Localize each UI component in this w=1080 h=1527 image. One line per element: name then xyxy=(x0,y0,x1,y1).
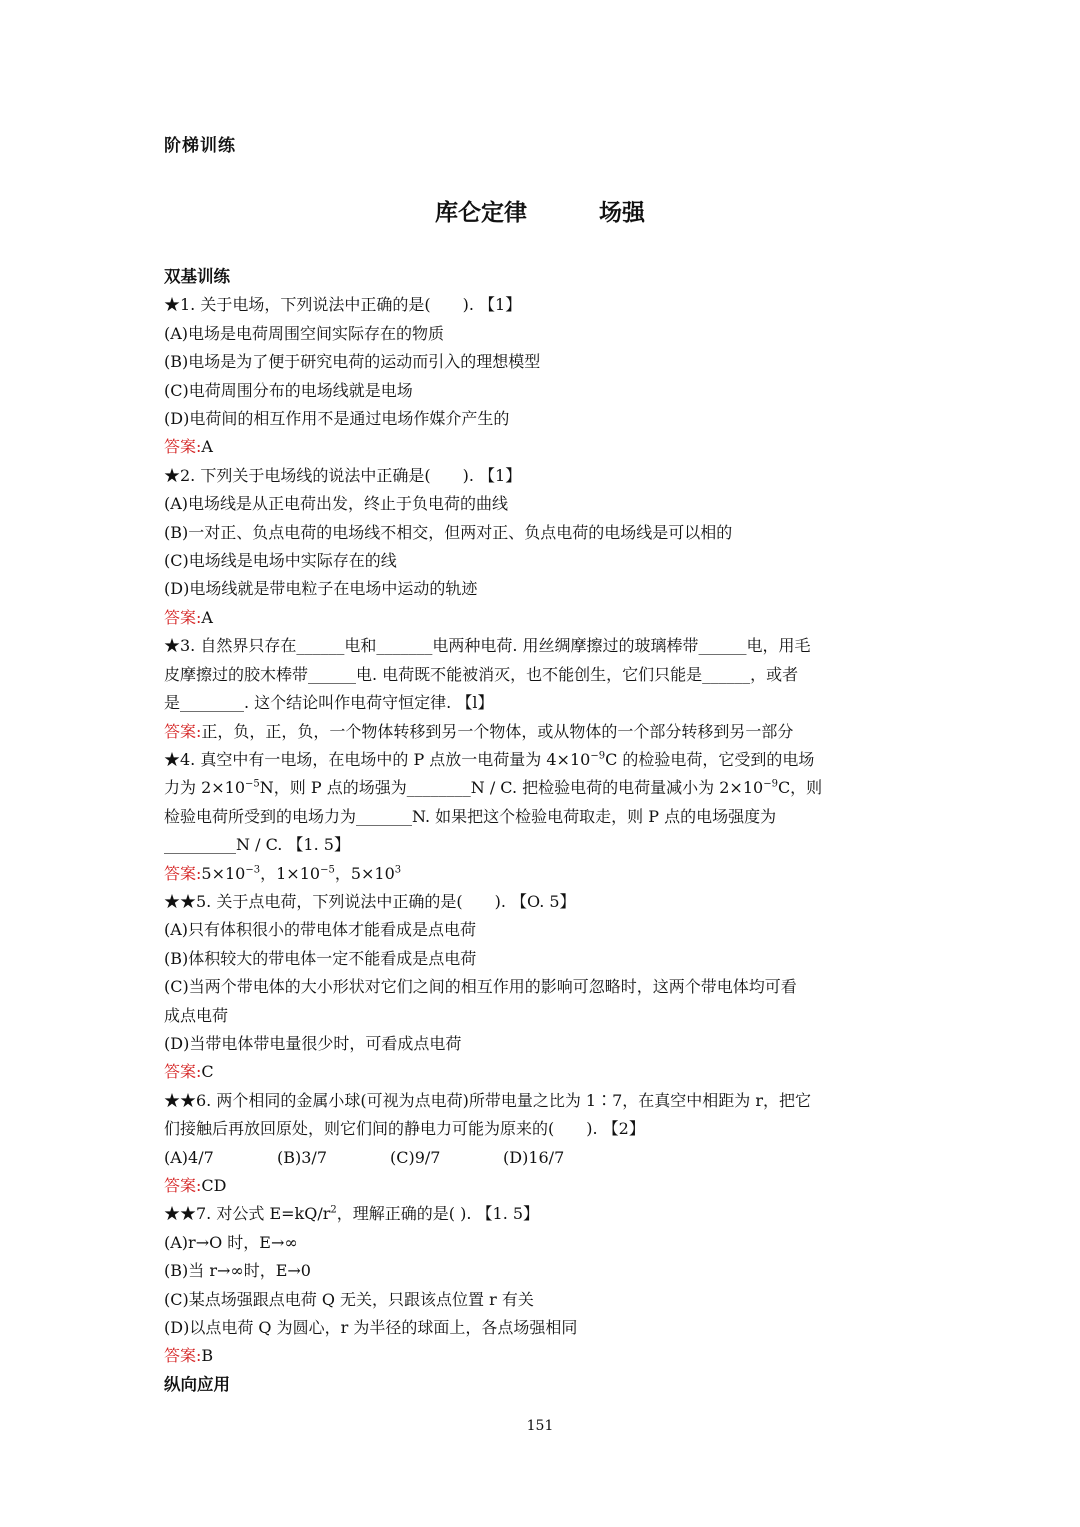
answer-value: A xyxy=(201,607,213,627)
question-4-line-4: _________N / C. 【1. 5】 xyxy=(164,835,350,855)
question-7-answer xyxy=(164,1342,920,1370)
question-6-line-1: ★★6. 两个相同的金属小球(可视为点电荷)所带电量之比为 1∶7，在真空中相距为 r，把它 xyxy=(164,1090,812,1110)
question-6-option-c: (C)9/7 xyxy=(390,1147,441,1167)
text-segment: 5×10 xyxy=(201,863,246,883)
answer-label: 答案: xyxy=(164,863,202,883)
question-3-line-2: 皮摩擦过的胶木棒带______电. 电荷既不能被消灭，也不能创生，它们只能是______，或者 xyxy=(164,664,799,684)
text-segment: N，则 P 点的场强为________N / C. 把检验电荷的电荷量减小为 2×10 xyxy=(259,778,764,798)
question-2-option-c: (C)电场线是电场中实际存在的线 xyxy=(164,551,397,571)
answer-label: 答案: xyxy=(164,721,202,741)
text-segment: ★★7. 对公式 E=kQ/r xyxy=(164,1204,331,1224)
question-6-line-2: 们接触后再放回原处，则它们间的静电力可能为原来的( ). 【2】 xyxy=(164,1119,645,1139)
text-segment: 力为 2×10 xyxy=(164,778,246,798)
question-1-option-d: (D)电荷间的相互作用不是通过电场作媒介产生的 xyxy=(164,409,510,429)
answer-value: 正，负，正，负，一个物体转移到另一个物体，或从物体的一个部分转移到另一部分 xyxy=(201,721,794,741)
question-5-option-c: (C)当两个带电体的大小形状对它们之间的相互作用的影响可忽略时，这两个带电体均可看 xyxy=(164,977,797,997)
answer-label: 答案: xyxy=(164,1176,202,1195)
question-6-answer xyxy=(164,1172,920,1200)
exponent: −3 xyxy=(245,864,261,876)
page-number: 151 xyxy=(526,1418,554,1434)
question-3-line-1: ★3. 自然界只存在______电和_______电两种电荷. 用丝绸摩擦过的玻璃棒带______电，用毛 xyxy=(164,636,811,656)
text-segment: C，则 xyxy=(777,778,823,798)
question-3-line-3: 是________. 这个结论叫作电荷守恒定律. 【l】 xyxy=(164,693,494,713)
answer-value: CD xyxy=(201,1176,227,1195)
question-6-option-a: (A)4/7 xyxy=(164,1147,214,1167)
question-5-option-b: (B)体积较大的带电体一定不能看成是点电荷 xyxy=(164,948,477,968)
question-7-stem xyxy=(164,1200,920,1228)
question-6-option-d: (D)16/7 xyxy=(503,1147,565,1167)
answer-value: C xyxy=(201,1062,214,1082)
question-1-option-b: (B)电场是为了便于研究电荷的运动而引入的理想模型 xyxy=(164,352,541,372)
section-heading-applied: 纵向应用 xyxy=(164,1374,230,1394)
question-7-option-d: (D)以点电荷 Q 为圆心，r 为半径的球面上，各点场强相同 xyxy=(164,1318,578,1338)
title-part-2: 场强 xyxy=(599,200,645,226)
question-4-answer xyxy=(164,860,920,888)
answer-label: 答案: xyxy=(164,1346,202,1366)
text-segment: ，理解正确的是( ). 【1. 5】 xyxy=(336,1204,540,1224)
question-2-option-b: (B)一对正、负点电荷的电场线不相交，但两对正、负点电荷的电场线是可以相的 xyxy=(164,522,733,542)
page-title xyxy=(0,194,1080,227)
exponent: 2 xyxy=(330,1205,337,1217)
question-4-line-3: 检验电荷所受到的电场力为_______N. 如果把这个检验电荷取走，则 P 点的电场强度为 xyxy=(164,806,777,826)
text-segment: ，1×10 xyxy=(260,863,321,883)
question-1-option-c: (C)电荷周围分布的电场线就是电场 xyxy=(164,380,413,400)
question-1-option-a: (A)电场是电荷周围空间实际存在的物质 xyxy=(164,323,445,343)
document-body xyxy=(164,263,920,1399)
question-7-option-a: (A)r→O 时，E→∞ xyxy=(164,1232,298,1252)
answer-value: B xyxy=(201,1346,214,1366)
exponent: −5 xyxy=(320,864,335,876)
question-4-line-2 xyxy=(164,774,920,802)
answer-label: 答案: xyxy=(164,1062,202,1082)
text-segment: C 的检验电荷，它受到的电场 xyxy=(605,749,815,769)
question-1-answer xyxy=(164,433,920,461)
question-3-answer xyxy=(164,718,920,746)
section-heading-basic: 双基训练 xyxy=(164,267,230,286)
question-2-option-d: (D)电场线就是带电粒子在电场中运动的轨迹 xyxy=(164,579,478,599)
header-label: 阶梯训练 xyxy=(164,136,236,156)
exponent: 3 xyxy=(394,864,402,876)
exponent: −9 xyxy=(763,778,778,790)
question-7-option-c: (C)某点场强跟点电荷 Q 无关，只跟该点位置 r 有关 xyxy=(164,1289,534,1309)
question-5-option-c-cont: 成点电荷 xyxy=(164,1005,229,1025)
question-5-answer xyxy=(164,1058,920,1086)
answer-value: A xyxy=(201,437,213,457)
question-5-option-d: (D)当带电体带电量很少时，可看成点电荷 xyxy=(164,1033,462,1053)
text-segment: ★4. 真空中有一电场，在电场中的 P 点放一电荷量为 4×10 xyxy=(164,749,591,769)
question-4-line-1 xyxy=(164,746,920,774)
question-1-stem: ★1. 关于电场，下列说法中正确的是( ). 【1】 xyxy=(164,295,522,315)
title-part-1: 库仑定律 xyxy=(435,200,527,226)
question-2-option-a: (A)电场线是从正电荷出发，终止于负电荷的曲线 xyxy=(164,494,509,514)
answer-label: 答案: xyxy=(164,437,202,457)
question-6-options xyxy=(164,1144,920,1172)
text-segment: ，5×10 xyxy=(334,863,395,883)
question-5-option-a: (A)只有体积很小的带电体才能看成是点电荷 xyxy=(164,920,477,940)
question-2-stem: ★2. 下列关于电场线的说法中正确是( ). 【1】 xyxy=(164,465,522,485)
question-5-stem: ★★5. 关于点电荷，下列说法中正确的是( ). 【O. 5】 xyxy=(164,891,576,911)
question-6-option-b: (B)3/7 xyxy=(277,1147,327,1167)
question-2-answer xyxy=(164,604,920,632)
exponent: −5 xyxy=(245,778,260,790)
exponent: −9 xyxy=(590,750,606,762)
question-7-option-b: (B)当 r→∞时，E→0 xyxy=(164,1261,311,1281)
answer-label: 答案: xyxy=(164,607,202,627)
